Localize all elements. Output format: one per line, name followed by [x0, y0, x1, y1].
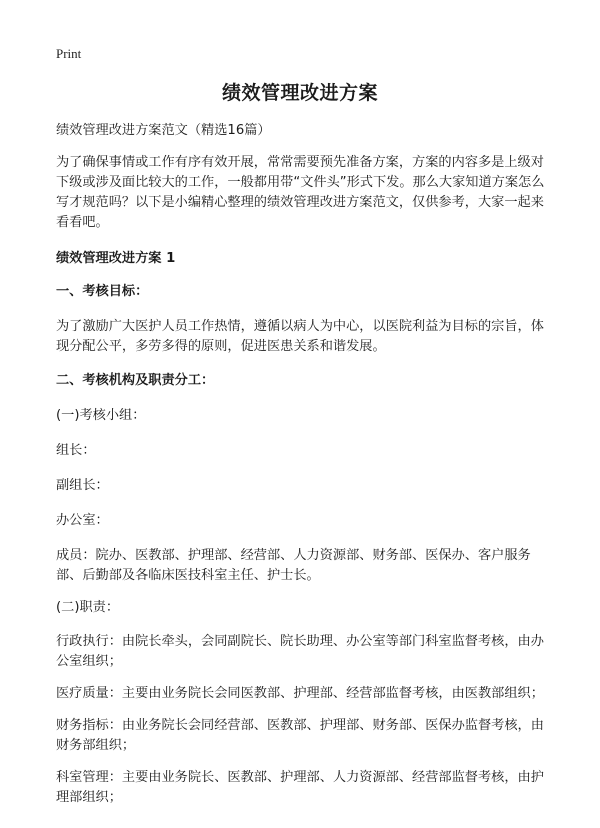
objectives-paragraph: 为了激励广大医护人员工作热情，遵循以病人为中心，以医院利益为目标的宗旨，体现分配公平，多劳多得的原则，促进医患关系和谐发展。	[56, 319, 544, 354]
print-link[interactable]: Print	[56, 46, 82, 61]
subheading-team: (一)考核小组：	[56, 408, 146, 423]
document-title: 绩效管理改进方案	[221, 82, 378, 104]
heading-objectives: 一、考核目标：	[56, 284, 149, 299]
team-members: 成员：院办、医教部、护理部、经营部、人力资源部、财务部、医保办、客户服务部、后勤部及各临床医技科室主任、护士长。	[56, 548, 531, 583]
subheading-duties: (二)职责：	[56, 600, 120, 615]
team-leader: 组长：	[56, 443, 96, 458]
intro-paragraph: 为了确保事情或工作有序有效开展，常常需要预先准备方案，方案的内容多是上级对下级或涉及面比较大的工作，一般都用带“文件头”形式下发。那么大家知道方案怎么写才规范吗？以下是小编精心整理的绩效管理改进方案范文，仅供参考，大家一起来看看吧。	[56, 155, 545, 230]
duty-finance: 财务指标：由业务院长会同经营部、医教部、护理部、财务部、医保办监督考核，由财务部组织；	[56, 718, 544, 753]
duty-admin: 行政执行：由院长牵头，会同副院长、院长助理、办公室等部门科室监督考核，由办公室组织；	[56, 634, 544, 669]
duty-department: 科室管理：主要由业务院长、医教部、护理部、人力资源部、经营部监督考核，由护理部组织；	[56, 770, 544, 805]
section-heading: 绩效管理改进方案 1	[56, 251, 176, 266]
document-body	[56, 121, 552, 808]
duty-medical: 医疗质量：主要由业务院长会同医教部、护理部、经营部监督考核，由医教部组织；	[56, 686, 544, 701]
team-office: 办公室：	[56, 513, 109, 528]
document-subtitle: 绩效管理改进方案范文（精选16篇）	[56, 123, 271, 138]
heading-organization: 二、考核机构及职责分工：	[56, 373, 215, 388]
team-vice-leader: 副组长：	[56, 478, 109, 493]
